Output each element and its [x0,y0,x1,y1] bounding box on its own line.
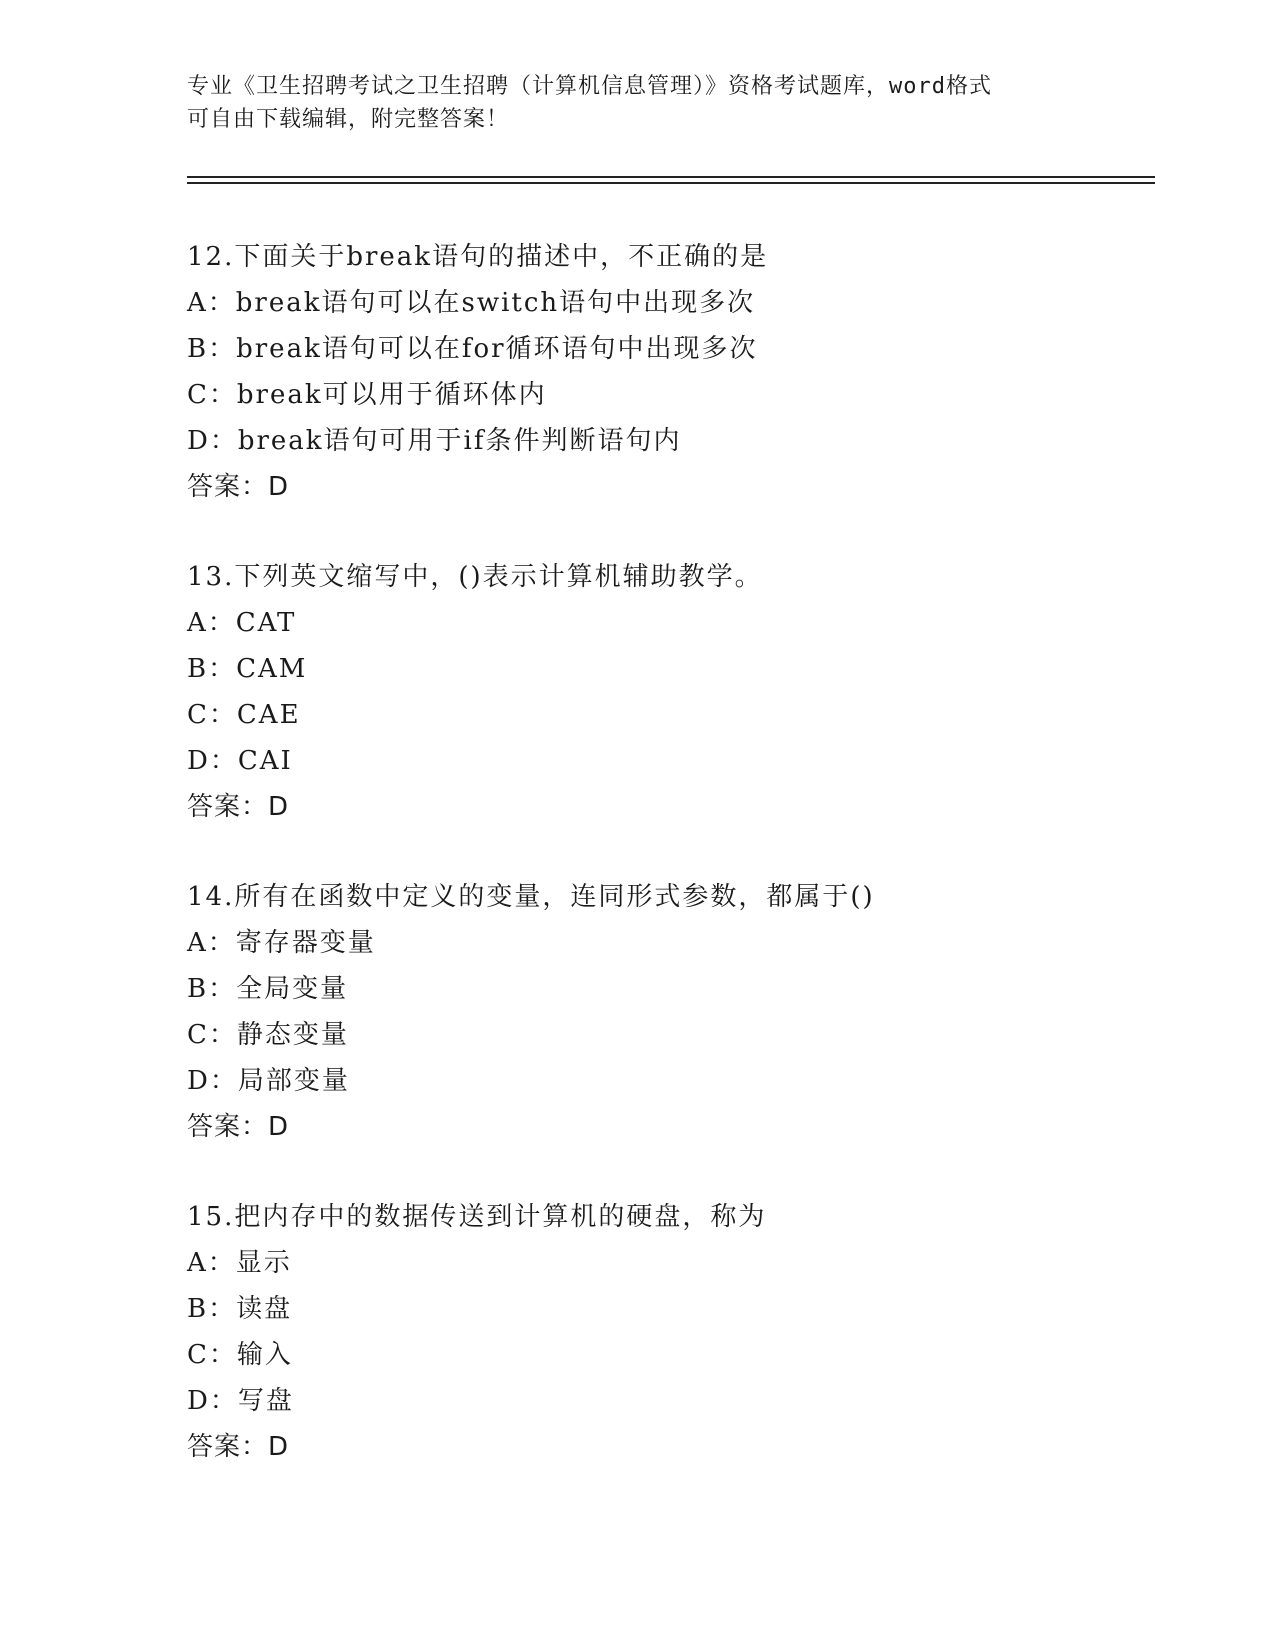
answer-line: 答案：D [187,1112,290,1142]
header-divider-bottom [187,182,1155,184]
answer-line: 答案：D [187,1432,290,1462]
option-a: A：显示 [187,1248,292,1278]
answer-line: 答案：D [187,472,290,502]
header-line-1: 专业《卫生招聘考试之卫生招聘（计算机信息管理）》资格考试题库，word格式 [187,74,992,99]
option-c: C：CAE [187,700,301,730]
option-b: B：全局变量 [187,974,349,1004]
question-stem: 15.把内存中的数据传送到计算机的硬盘，称为 [187,1202,767,1232]
option-d: D：CAI [187,746,293,776]
option-d: D：写盘 [187,1386,294,1416]
option-b: B：CAM [187,654,308,684]
question-14 [187,874,1147,1150]
option-d: D：break语句可用于if条件判断语句内 [187,426,682,456]
option-b: B：读盘 [187,1294,293,1324]
header-line-2: 可自由下载编辑，附完整答案！ [187,107,510,132]
option-c: C：break可以用于循环体内 [187,380,547,410]
header-divider-top [187,176,1155,178]
question-15 [187,1194,1147,1470]
question-stem: 12.下面关于break语句的描述中，不正确的是 [187,242,769,272]
option-a: A：CAT [187,608,297,638]
question-12 [187,234,1147,510]
option-c: C：输入 [187,1340,293,1370]
option-d: D：局部变量 [187,1066,350,1096]
option-b: B：break语句可以在for循环语句中出现多次 [187,334,758,364]
option-c: C：静态变量 [187,1020,349,1050]
option-a: A：寄存器变量 [187,928,376,958]
option-a: A：break语句可以在switch语句中出现多次 [187,288,756,318]
question-13 [187,554,1147,830]
question-stem: 13.下列英文缩写中，()表示计算机辅助教学。 [187,562,763,592]
answer-line: 答案：D [187,792,290,822]
document-header [187,70,1087,136]
question-stem: 14.所有在函数中定义的变量，连同形式参数，都属于() [187,882,875,912]
